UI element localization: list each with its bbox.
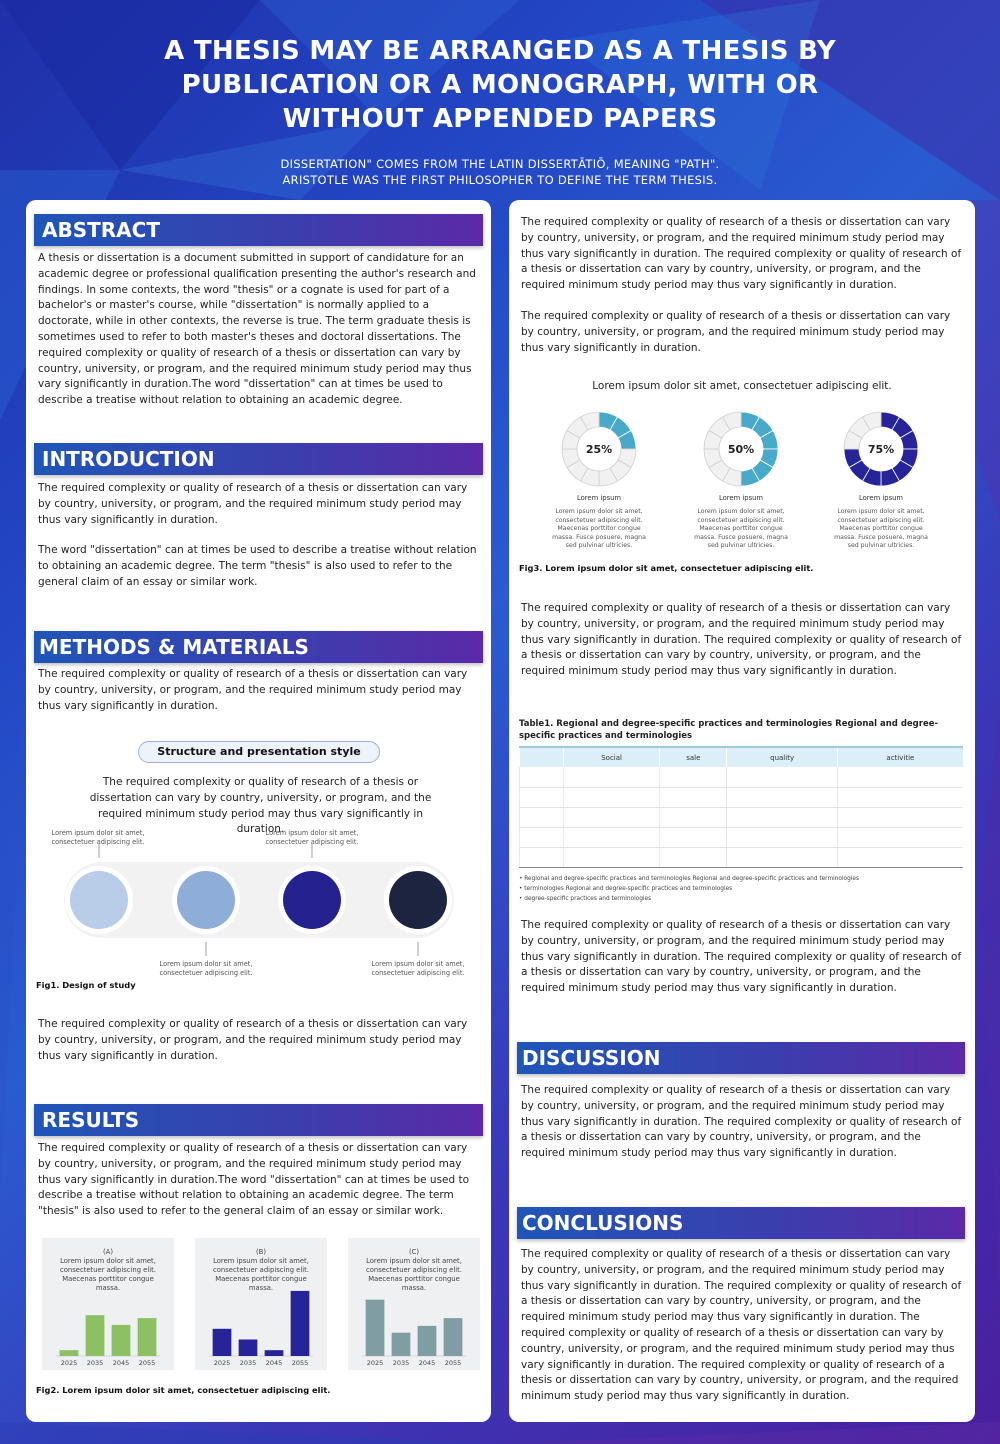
methods-p2: The required complexity or quality of research of a thesis or dissertation can vary by country, university, or program, and the required minimum study period may thus vary significantly in duration. [38,1018,468,1062]
bar-chart-b [195,1238,327,1370]
chart-b-subtitle: Lorem ipsum dolor sit amet, consectetuer adipiscing elit. Maecenas porttitor congue massa. [213,1257,309,1292]
tick-label-2055: 2055 [138,1359,156,1367]
table-row [520,807,964,827]
donut-charts [509,405,975,495]
tick-label-2035: 2035 [239,1359,257,1367]
table-note-3: • degree-specific practices and terminologies [519,896,652,902]
table-note-1: • Regional and degree-specific practices and terminologies Regional and degree-specific practices and terminologies [519,876,859,882]
donut-1-value: 25% [585,443,613,456]
table-header-3: quality [727,747,837,767]
right-p2: The required complexity or quality of research of a thesis or dissertation can vary by country, university, or program, and the required minimum study period may thus vary significantly in duration. [521,310,951,354]
tick-label-2035: 2035 [392,1359,410,1367]
results-text: The required complexity or quality of research of a thesis or dissertation can vary by country, university, or program, and the required minimum study period may thus vary significantly in duration.The word "dissertation" can at times be used to describe a treatise without relation to obtaining an academic degree. The term "thesis" is also used to refer to the general claim of an essay or similar work. [38,1142,470,1218]
fig2-caption: Fig2. Lorem ipsum dolor sit amet, consectetuer adipiscing elit. [36,1385,331,1395]
donut-3-desc: Lorem ipsum dolor sit amet, consectetuer adipiscing elit. Maecenas porttitor congue massa. Fusce posuere, magna sed pulvinar ultricies. [834,508,928,550]
tick-label-2045: 2045 [265,1359,283,1367]
chart-a-title: (A) [103,1248,113,1256]
discussion-heading: DISCUSSION [517,1042,965,1074]
right-p4: The required complexity or quality of research of a thesis or dissertation can vary by country, university, or program, and the required minimum study period may thus vary significantly in duration. The required complexity or quality of research of a thesis or dissertation can vary by country, university, or program, and the required minimum study period may thus vary significantly in duration. [521,919,962,995]
bar-chart-a [42,1238,174,1370]
donut-2-value: 50% [727,443,755,456]
donut-1-desc: Lorem ipsum dolor sit amet, consectetuer adipiscing elit. Maecenas porttitor congue massa. Fusce posuere, magna sed pulvinar ultricies. [552,508,646,550]
bar-2035 [86,1315,105,1356]
tick-label-2045: 2045 [418,1359,436,1367]
bar-chart-c [348,1238,480,1370]
abstract-heading: ABSTRACT [34,214,483,246]
poster-header [0,34,1000,188]
step-circle-1 [70,871,128,929]
chart-c-title: (C) [408,1248,420,1256]
step-circle-3 [283,871,341,929]
abstract-text: A thesis or dissertation is a document submitted in support of candidature for an academic degree or professional qualification presenting the author's research and findings. In some contexts, the word "thesis" or a cognate is used for part of a bachelor's or master's course, while "dissertation" is normally applied to a doctorate, while in other contexts, the reverse is true. The term graduate thesis is sometimes used to refer to both master's theses and doctoral dissertations. The required complexity or quality of research of a thesis or dissertation can vary by country, university, or program, and the required minimum study period may thus vary significantly in duration.The word "dissertation" can at times be used to describe a treatise without relation to obtaining an academic degree. [38,252,476,407]
table-header-4: activitie [837,747,963,767]
poster-title: A THESIS MAY BE ARRANGED AS A THESIS BY PUBLICATION OR A MONOGRAPH, WITH OR WITHOUT APPENDED PAPERS [164,36,836,134]
bar-2035 [392,1333,411,1356]
methods-p1: The required complexity or quality of research of a thesis or dissertation can vary by country, university, or program, and the required minimum study period may thus vary significantly in duration. [38,668,468,712]
bar-2045 [265,1350,284,1356]
table-header-2: sale [660,747,727,767]
table-header-row [520,747,964,767]
step-label-2: Lorem ipsum dolor sit amet, consectetuer adipiscing elit. [159,960,253,977]
tick-label-2025: 2025 [213,1359,231,1367]
data-table [519,746,963,868]
table-header-1: Social [564,747,660,767]
bar-2045 [418,1326,437,1356]
donut-3-label: Lorem ipsum [858,494,904,502]
conclusions-heading: CONCLUSIONS [517,1207,965,1239]
bar-2045 [112,1325,131,1356]
conclusions-text: The required complexity or quality of research of a thesis or dissertation can vary by country, university, or program, and the required minimum study period may thus vary significantly in duration. The required complexity or quality of research of a thesis or dissertation can vary by country, university, or program, and the required minimum study period may thus vary significantly in duration. The required complexity or quality of research of a thesis or dissertation can vary by country, university, or program, and the required minimum study period may thus vary significantly in duration. The required complexity or quality of research of a thesis or dissertation can vary by country, university, or program, and the required minimum study period may thus vary significantly in duration. [521,1248,962,1403]
chart-c-subtitle: Lorem ipsum dolor sit amet, consectetuer adipiscing elit. Maecenas porttitor congue massa. [366,1257,462,1292]
results-heading: RESULTS [34,1104,483,1136]
step-label-3: Lorem ipsum dolor sit amet, consectetuer adipiscing elit. [265,829,359,846]
introduction-p2: The word "dissertation" can at times be used to describe a treatise without relation to obtaining an academic degree. The term "thesis" is also used to refer to the general claim of an essay or similar work. [38,544,477,588]
table-header-0 [520,747,564,767]
subtitle-line-1: DISSERTATION" COMES FROM THE LATIN DISSERTĀTIŌ, MEANING "PATH". [280,157,720,171]
fig3-caption: Fig3. Lorem ipsum dolor sit amet, consectetuer adipiscing elit. [519,563,814,573]
chart-c-plot [348,1238,480,1370]
bar-2055 [444,1318,463,1356]
step-label-4: Lorem ipsum dolor sit amet, consectetuer adipiscing elit. [371,960,465,977]
donut-1-label: Lorem ipsum [576,494,622,502]
subtitle-line-2: ARISTOTLE WAS THE FIRST PHILOSOPHER TO DEFINE THE TERM THESIS. [282,173,718,187]
chart-b-title: (B) [256,1248,266,1256]
tick-label-2055: 2055 [291,1359,309,1367]
donut-title: Lorem ipsum dolor sit amet, consectetuer adipiscing elit. [592,380,892,392]
tick-label-2055: 2055 [444,1359,462,1367]
poster-subtitle [0,156,1000,188]
structure-pill: Structure and presentation style [138,741,380,763]
right-p1: The required complexity or quality of research of a thesis or dissertation can vary by country, university, or program, and the required minimum study period may thus vary significantly in duration. The required complexity or quality of research of a thesis or dissertation can vary by country, university, or program, and the required minimum study period may thus vary significantly in duration. [521,216,962,292]
right-p3: The required complexity or quality of research of a thesis or dissertation can vary by country, university, or program, and the required minimum study period may thus vary significantly in duration. The required complexity or quality of research of a thesis or dissertation can vary by country, university, or program, and the required minimum study period may thus vary significantly in duration. [521,602,962,678]
introduction-p1: The required complexity or quality of research of a thesis or dissertation can vary by country, university, or program, and the required minimum study period may thus vary significantly in duration. [38,482,468,526]
step-label-1: Lorem ipsum dolor sit amet, consectetuer adipiscing elit. [51,829,145,846]
donut-3-value: 75% [867,443,895,456]
methods-heading: METHODS & MATERIALS [34,631,483,663]
bar-2055 [138,1318,157,1356]
bar-2025 [60,1350,79,1356]
donut-2-label: Lorem ipsum [718,494,764,502]
table-row [520,787,964,807]
methods-center-text: The required complexity or quality of research of a thesis or dissertation can vary by country, university, or program, and the required minimum study period may thus vary significantly in duration. [89,776,432,836]
chart-b-plot [195,1238,327,1370]
tick-label-2045: 2045 [112,1359,130,1367]
tick-label-2025: 2025 [60,1359,78,1367]
bar-2055 [291,1291,310,1356]
left-panel [26,200,491,1422]
table-row [520,767,964,787]
right-panel [509,200,975,1422]
study-design-diagram [26,840,491,960]
table-title: Table1. Regional and degree-specific practices and terminologies Regional and degree-specific practices and terminologies [519,719,939,741]
fig1-caption: Fig1. Design of study [36,980,136,990]
bar-2025 [366,1300,385,1356]
tick-label-2035: 2035 [86,1359,104,1367]
table-note-2: • terminologies Regional and degree-specific practices and terminologies [519,886,733,892]
bar-2025 [213,1329,232,1356]
donut-2-desc: Lorem ipsum dolor sit amet, consectetuer adipiscing elit. Maecenas porttitor congue massa. Fusce posuere, magna sed pulvinar ultricies. [694,508,788,550]
discussion-text: The required complexity or quality of research of a thesis or dissertation can vary by country, university, or program, and the required minimum study period may thus vary significantly in duration. The required complexity or quality of research of a thesis or dissertation can vary by country, university, or program, and the required minimum study period may thus vary significantly in duration. [521,1084,962,1160]
table-row [520,827,964,847]
introduction-heading: INTRODUCTION [34,443,483,475]
table-notes [519,874,859,904]
chart-a-plot [42,1238,174,1370]
step-circle-4 [389,871,447,929]
table-row [520,847,964,867]
step-circle-2 [177,871,235,929]
tick-label-2025: 2025 [366,1359,384,1367]
chart-a-subtitle: Lorem ipsum dolor sit amet, consectetuer adipiscing elit. Maecenas porttitor congue massa. [60,1257,156,1292]
bar-2035 [239,1339,258,1356]
